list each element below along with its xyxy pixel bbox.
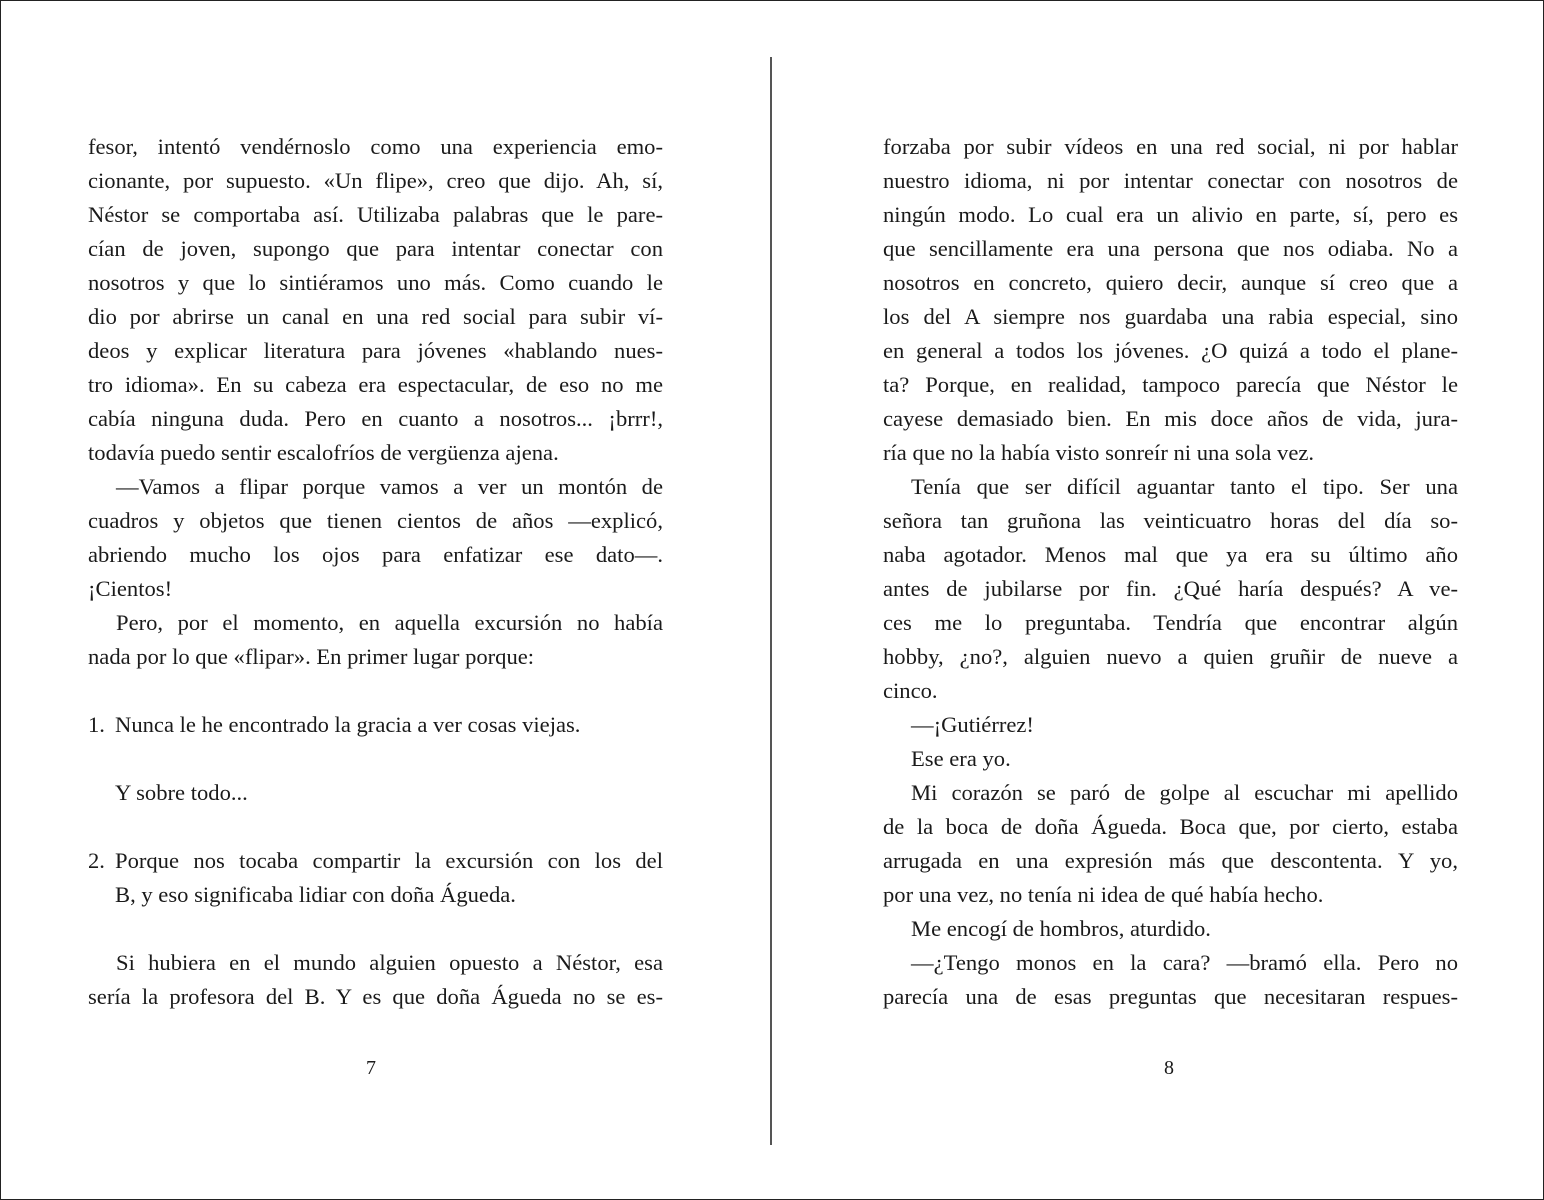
line-text: dio por abrirse un canal en una red social para subir ví- <box>88 304 663 329</box>
text-line <box>883 300 1458 334</box>
line-text: Me encogí de hombros, aturdido. <box>911 916 1211 941</box>
text-line <box>88 436 663 470</box>
line-text: antes de jubilarse por fin. ¿Qué haría después? A ve- <box>883 576 1458 601</box>
line-text: nosotros en concreto, quiero decir, aunque sí creo que a <box>883 270 1458 295</box>
text-line <box>88 640 663 674</box>
list-item <box>88 844 663 878</box>
list-number: 1. <box>88 712 105 737</box>
text-line <box>883 130 1458 164</box>
text-line <box>88 572 663 606</box>
line-text: ningún modo. Lo cual era un alivio en parte, sí, pero es <box>883 202 1458 227</box>
line-text: parecía una de esas preguntas que necesitaran respues- <box>883 984 1458 1009</box>
text-line <box>883 232 1458 266</box>
text-line <box>883 164 1458 198</box>
text-line <box>88 300 663 334</box>
line-text: nosotros y que lo sintiéramos uno más. Como cuando le <box>88 270 663 295</box>
text-line <box>88 810 663 844</box>
line-text: nuestro idioma, ni por intentar conectar con nosotros de <box>883 168 1458 193</box>
page-number-left: 7 <box>366 1057 376 1079</box>
line-text: Néstor se comportaba así. Utilizaba palabras que le pare- <box>88 202 663 227</box>
text-line <box>883 844 1458 878</box>
line-text: cionante, por supuesto. «Un flipe», creo que dijo. Ah, sí, <box>88 168 663 193</box>
line-text: de la boca de doña Águeda. Boca que, por cierto, estaba <box>883 814 1458 839</box>
text-line <box>88 946 663 980</box>
line-text: Mi corazón se paró de golpe al escuchar mi apellido <box>911 780 1458 805</box>
text-line <box>88 776 663 810</box>
line-text: Porque nos tocaba compartir la excursión con los del <box>115 848 663 873</box>
line-text: cinco. <box>883 678 938 703</box>
text-line <box>883 742 1458 776</box>
line-text: —¡Gutiérrez! <box>911 712 1034 737</box>
line-text: cuadros y objetos que tienen cientos de años —explicó, <box>88 508 663 533</box>
text-line <box>883 334 1458 368</box>
line-text: ta? Porque, en realidad, tampoco parecía que Néstor le <box>883 372 1458 397</box>
text-line <box>88 334 663 368</box>
line-text: ¡Cientos! <box>88 576 173 601</box>
text-line <box>883 708 1458 742</box>
line-text: nada por lo que «flipar». En primer lugar porque: <box>88 644 535 669</box>
text-line <box>883 640 1458 674</box>
line-text: deos y explicar literatura para jóvenes «hablando nues- <box>88 338 663 363</box>
text-line <box>88 130 663 164</box>
line-text: que sencillamente era una persona que nos odiaba. No a <box>883 236 1458 261</box>
line-text: cabía ninguna duda. Pero en cuanto a nosotros... ¡brrr!, <box>88 406 663 431</box>
line-text: forzaba por subir vídeos en una red social, ni por hablar <box>883 134 1458 159</box>
text-line <box>883 470 1458 504</box>
text-line <box>88 164 663 198</box>
text-line <box>883 810 1458 844</box>
text-line <box>88 198 663 232</box>
page-number-right: 8 <box>1164 1057 1174 1079</box>
line-text: Tenía que ser difícil aguantar tanto el tipo. Ser una <box>911 474 1458 499</box>
text-line <box>883 980 1458 1014</box>
line-text: Pero, por el momento, en aquella excursión no había <box>116 610 663 635</box>
text-line <box>88 504 663 538</box>
text-line <box>88 368 663 402</box>
text-line <box>88 402 663 436</box>
text-line <box>88 878 663 912</box>
line-text: Ese era yo. <box>911 746 1011 771</box>
list-number: 2. <box>88 848 105 873</box>
line-text: abriendo mucho los ojos para enfatizar ese dato—. <box>88 542 663 567</box>
text-line <box>88 470 663 504</box>
line-text: arrugada en una expresión más que descontenta. Y yo, <box>883 848 1458 873</box>
text-line <box>883 606 1458 640</box>
text-line <box>88 980 663 1014</box>
line-text: Si hubiera en el mundo alguien opuesto a Néstor, esa <box>116 950 663 975</box>
text-line <box>88 266 663 300</box>
text-line <box>883 504 1458 538</box>
text-line <box>883 946 1458 980</box>
list-item <box>88 708 663 742</box>
line-text: todavía puedo sentir escalofríos de vergüenza ajena. <box>88 440 559 465</box>
left-page <box>88 130 663 1014</box>
line-text: tro idioma». En su cabeza era espectacular, de eso no me <box>88 372 663 397</box>
line-text: los del A siempre nos guardaba una rabia especial, sino <box>883 304 1458 329</box>
line-text: cían de joven, supongo que para intentar conectar con <box>88 236 663 261</box>
line-text: fesor, intentó vendérnoslo como una experiencia emo- <box>88 134 663 159</box>
page-gutter-divider <box>770 57 772 1145</box>
text-line <box>88 912 663 946</box>
text-line <box>883 402 1458 436</box>
text-line <box>883 674 1458 708</box>
text-line <box>88 232 663 266</box>
line-text: Y sobre todo... <box>115 780 248 805</box>
text-line <box>88 538 663 572</box>
line-text: por una vez, no tenía ni idea de qué había hecho. <box>883 882 1324 907</box>
text-line <box>883 538 1458 572</box>
line-text: sería la profesora del B. Y es que doña Águeda no se es- <box>88 984 663 1009</box>
line-text: —Vamos a flipar porque vamos a ver un montón de <box>116 474 663 499</box>
line-text: —¿Tengo monos en la cara? —bramó ella. Pero no <box>911 950 1458 975</box>
line-text: en general a todos los jóvenes. ¿O quizá a todo el plane- <box>883 338 1458 363</box>
text-line <box>883 368 1458 402</box>
line-text: naba agotador. Menos mal que ya era su último año <box>883 542 1458 567</box>
text-line <box>883 776 1458 810</box>
line-text: señora tan gruñona las veinticuatro horas del día so- <box>883 508 1458 533</box>
line-text: cayese demasiado bien. En mis doce años de vida, jura- <box>883 406 1458 431</box>
line-text: Nunca le he encontrado la gracia a ver cosas viejas. <box>115 712 581 737</box>
text-line <box>88 606 663 640</box>
text-line <box>883 198 1458 232</box>
text-line <box>883 912 1458 946</box>
text-line <box>883 436 1458 470</box>
right-page <box>883 130 1458 1014</box>
text-line <box>88 742 663 776</box>
text-line <box>88 674 663 708</box>
text-line <box>883 266 1458 300</box>
line-text: ría que no la había visto sonreír ni una sola vez. <box>883 440 1315 465</box>
text-line <box>883 572 1458 606</box>
line-text: hobby, ¿no?, alguien nuevo a quien gruñir de nueve a <box>883 644 1458 669</box>
line-text: B, y eso significaba lidiar con doña Águeda. <box>115 882 516 907</box>
text-line <box>883 878 1458 912</box>
line-text: ces me lo preguntaba. Tendría que encontrar algún <box>883 610 1458 635</box>
